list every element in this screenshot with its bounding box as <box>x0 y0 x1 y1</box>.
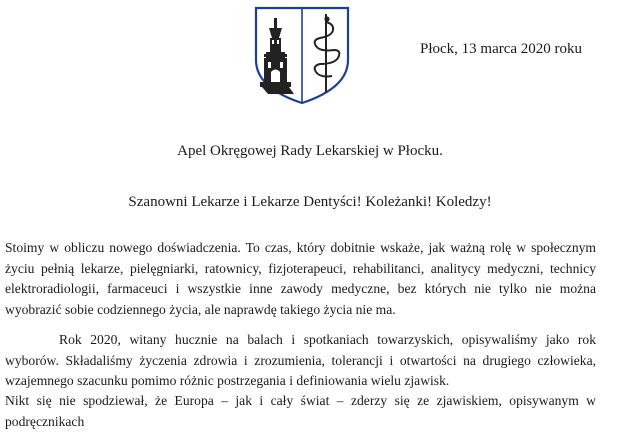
paragraph-text: Stoimy w obliczu nowego doświadczenia. To czas, który dobitnie wskaże, jak ważną rolę w społecznym życiu pełnią lekarze, pielęgniarki, ratownicy, fizjoterapeuci, rehabilitanci, analitycy medyczni, technicy elektroradiologii, farmaceuci i wszystkie inne zawody medyczne, bez których nie tylko nie można wyobrazić sobie codziennego życia, ale naprawdę takiego życia nie ma. <box>5 240 596 317</box>
letter-salutation: Szanowni Lekarze i Lekarze Dentyści! Koleżanki! Koledzy! <box>128 194 492 210</box>
paragraph-text: Nikt się nie spodziewał, że Europa – jak i cały świat – zderzy się ze zjawiskiem, opisywanym w podręcznikach <box>5 393 596 429</box>
paragraph-2 <box>5 330 596 392</box>
letter-title: Apel Okręgowej Rady Lekarskiej w Płocku. <box>177 143 443 159</box>
date-line: Płock, 13 marca 2020 roku <box>420 41 583 57</box>
paragraph-text: Rok 2020, witany hucznie na balach i spotkaniach towarzyskich, opisywaliśmy jako rok wyborów. Składaliśmy życzenia zdrowia i zrozumienia, tolerancji i otwartości na drugiego człowieka, wzajemnego szacunku pomimo różnic postrzegania i definiowania wielu zjawisk. <box>5 332 596 388</box>
plock-medical-chamber-crest-icon <box>250 4 354 106</box>
paragraph-1 <box>5 238 596 320</box>
